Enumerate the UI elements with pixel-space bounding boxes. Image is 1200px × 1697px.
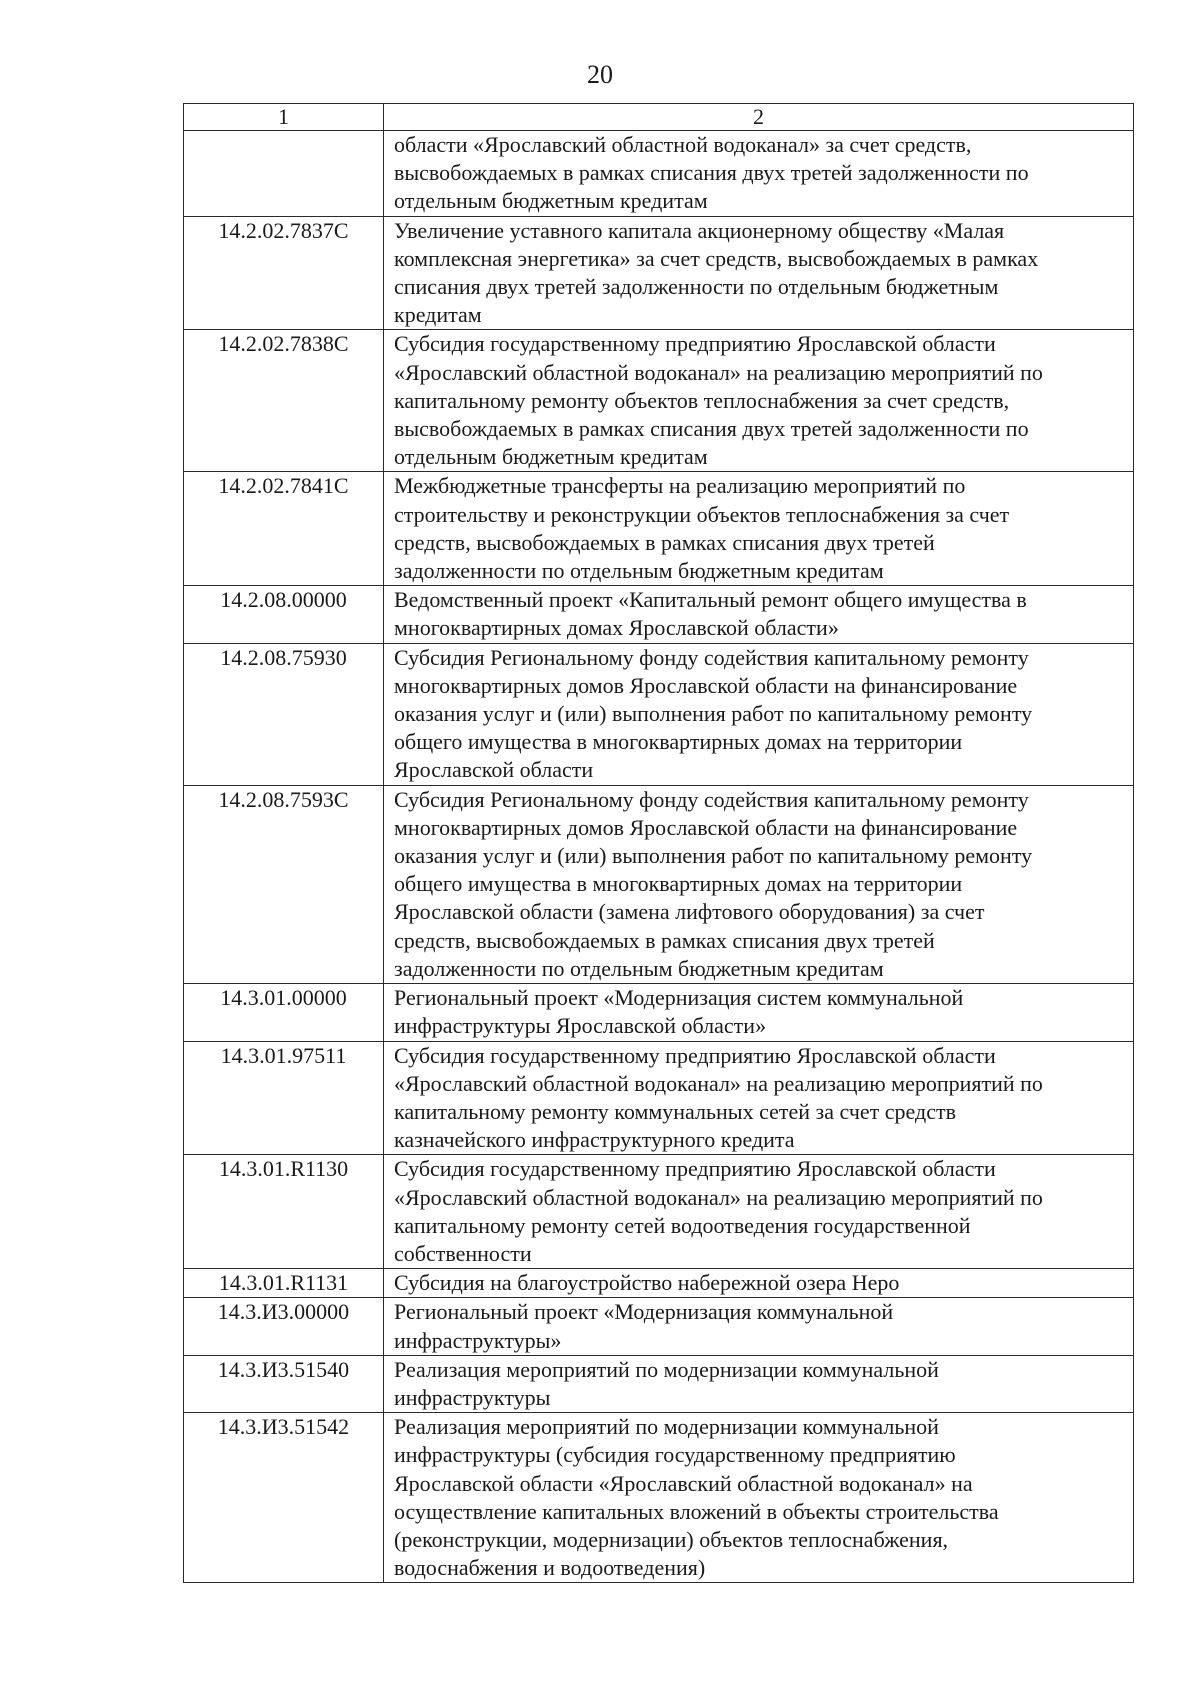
row-code: 14.3.01.00000 (184, 984, 384, 1041)
row-description: Субсидия государственному предприятию Ярославской области «Ярославский областной водоканал» на реализацию мероприятий по капитальному ремонту сетей водоотведения государственной собственности (384, 1155, 1134, 1269)
row-code: 14.3.01.R1131 (184, 1269, 384, 1298)
row-code (184, 131, 384, 217)
row-code: 14.3.И3.00000 (184, 1298, 384, 1355)
row-code: 14.2.08.7593С (184, 785, 384, 983)
row-description: Субсидия на благоустройство набережной озера Неро (384, 1269, 1134, 1298)
table-row (184, 1269, 1134, 1298)
table-row (184, 586, 1134, 643)
row-description: Региональный проект «Модернизация систем коммунальной инфраструктуры Ярославской области» (384, 984, 1134, 1041)
column-header-2: 2 (384, 104, 1134, 131)
table-row (184, 785, 1134, 983)
row-code: 14.2.02.7838С (184, 330, 384, 472)
row-description: Ведомственный проект «Капитальный ремонт общего имущества в многоквартирных домах Ярославской области» (384, 586, 1134, 643)
table-row (184, 1155, 1134, 1269)
row-code: 14.2.02.7837С (184, 216, 384, 330)
row-description: области «Ярославский областной водоканал» за счет средств, высвобождаемых в рамках списания двух третей задолженности по отдельным бюджетным кредитам (384, 131, 1134, 217)
table-row (184, 643, 1134, 785)
row-description: Субсидия Региональному фонду содействия капитальному ремонту многоквартирных домов Ярославской области на финансирование оказания услуг и (или) выполнения работ по капитальному ремонту общего имущества в многоквартирных домах на территории Ярославской области (замена лифтового оборудования) за счет средств, высвобождаемых в рамках списания двух третей задолженности по отдельным бюджетным кредитам (384, 785, 1134, 983)
table-row (184, 1041, 1134, 1155)
row-description: Субсидия государственному предприятию Ярославской области «Ярославский областной водоканал» на реализацию мероприятий по капитальному ремонту коммунальных сетей за счет средств казначейского инфраструктурного кредита (384, 1041, 1134, 1155)
row-code: 14.3.И3.51542 (184, 1413, 384, 1583)
table-header-row (184, 104, 1134, 131)
row-code: 14.2.08.00000 (184, 586, 384, 643)
column-header-1: 1 (184, 104, 384, 131)
row-code: 14.3.01.R1130 (184, 1155, 384, 1269)
row-description: Субсидия государственному предприятию Ярославской области «Ярославский областной водоканал» на реализацию мероприятий по капитальному ремонту объектов теплоснабжения за счет средств, высвобождаемых в рамках списания двух третей задолженности по отдельным бюджетным кредитам (384, 330, 1134, 472)
table-row (184, 984, 1134, 1041)
table-row (184, 1413, 1134, 1583)
row-code: 14.3.01.97511 (184, 1041, 384, 1155)
row-description: Субсидия Региональному фонду содействия капитальному ремонту многоквартирных домов Ярославской области на финансирование оказания услуг и (или) выполнения работ по капитальному ремонту общего имущества в многоквартирных домах на территории Ярославской области (384, 643, 1134, 785)
row-code: 14.2.08.75930 (184, 643, 384, 785)
row-description: Межбюджетные трансферты на реализацию мероприятий по строительству и реконструкции объектов теплоснабжения за счет средств, высвобождаемых в рамках списания двух третей задолженности по отдельным бюджетным кредитам (384, 472, 1134, 586)
row-code: 14.3.И3.51540 (184, 1355, 384, 1412)
table-row (184, 216, 1134, 330)
table-row (184, 1355, 1134, 1412)
table-row (184, 472, 1134, 586)
page-number: 20 (587, 60, 613, 89)
budget-classification-table (183, 103, 1134, 1583)
row-description: Реализация мероприятий по модернизации коммунальной инфраструктуры (384, 1355, 1134, 1412)
row-code: 14.2.02.7841С (184, 472, 384, 586)
row-description: Региональный проект «Модернизация коммунальной инфраструктуры» (384, 1298, 1134, 1355)
row-description: Реализация мероприятий по модернизации коммунальной инфраструктуры (субсидия государственному предприятию Ярославской области «Ярославский областной водоканал» на осуществление капитальных вложений в объекты строительства (реконструкции, модернизации) объектов теплоснабжения, водоснабжения и водоотведения) (384, 1413, 1134, 1583)
table-row (184, 330, 1134, 472)
table-row (184, 131, 1134, 217)
row-description: Увеличение уставного капитала акционерному обществу «Малая комплексная энергетика» за счет средств, высвобождаемых в рамках списания двух третей задолженности по отдельным бюджетным кредитам (384, 216, 1134, 330)
table-row (184, 1298, 1134, 1355)
